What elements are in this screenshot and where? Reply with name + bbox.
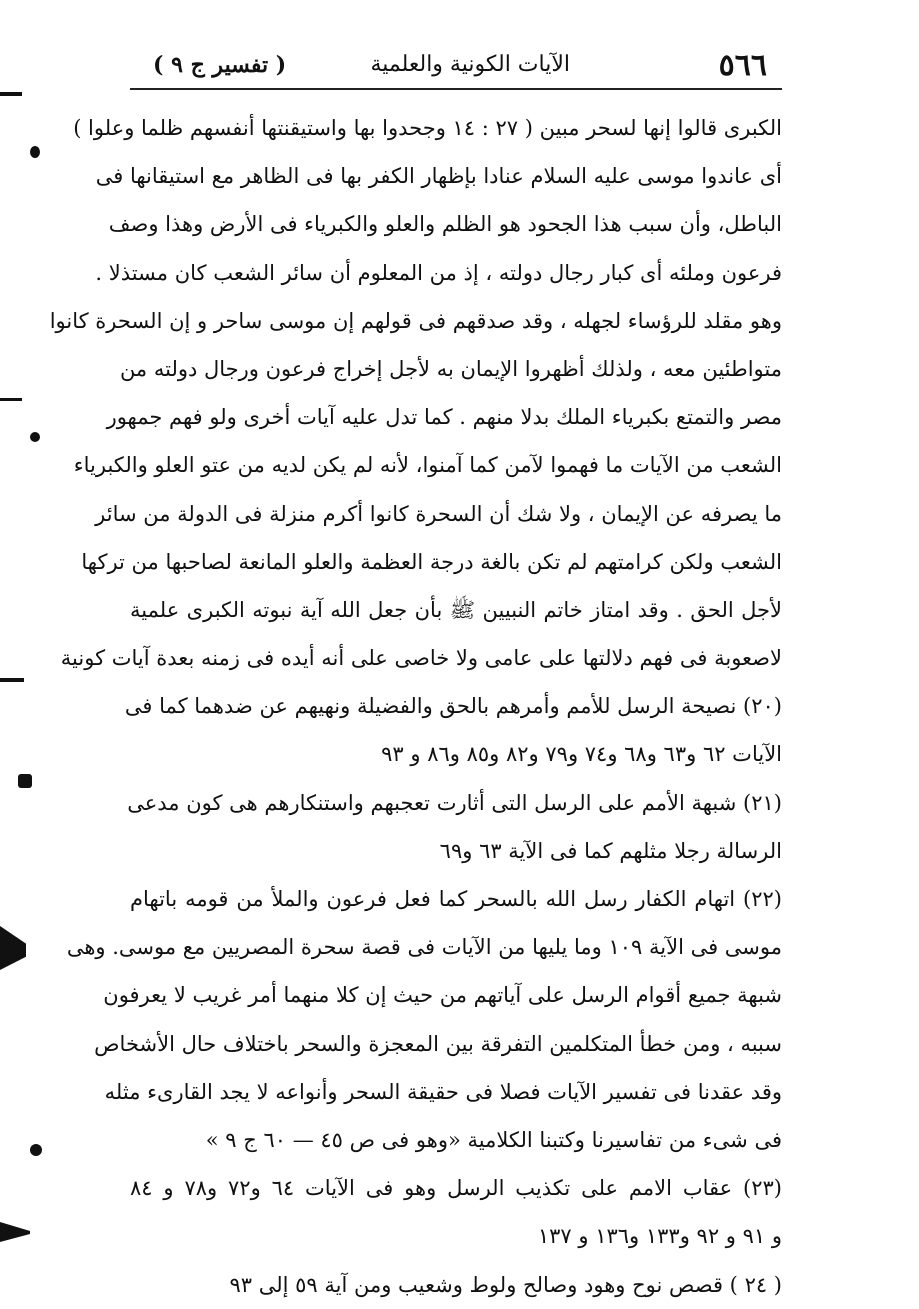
text-line: الباطل، وأن سبب هذا الجحود هو الظلم والعلو والكبرياء فى الأرض وهذا وصف xyxy=(108,212,782,237)
body-text xyxy=(49,104,782,1309)
text-line: لأجل الحق . وقد امتاز خاتم النبيين ﷺ بأن جعل الله آية نبوته الكبرى علمية xyxy=(130,597,782,622)
paragraph-24-line: ( ٢٤ ) قصص نوح وهود وصالح ولوط وشعيب ومن آية ٥٩ إلى ٩٣ xyxy=(229,1272,782,1297)
text-line: الشعب ولكن كرامتهم لم تكن بالغة درجة العظمة والعلو المانعة لصاحبها من تركها xyxy=(81,549,782,574)
text-line: ما يصرفه عن الإيمان ، ولا شك أن السحرة كانوا أكرم منزلة فى الدولة من سائر xyxy=(95,501,782,526)
margin-mark xyxy=(0,1222,30,1242)
section-reference: ( تفسير ج ٩ ) xyxy=(153,52,287,78)
text-line: فى شىء من تفاسيرنا وكتبنا الكلامية «وهو فى ص ٤٥ — ٦٠ ج ٩ » xyxy=(205,1127,782,1152)
text-line: متواطئين معه ، ولذلك أظهروا الإيمان به لأجل إخراج فرعون ورجال دولته من xyxy=(119,356,782,381)
text-line: أى عاندوا موسى عليه السلام عنادا بإظهار الكفر بها فى الظاهر مع استيقانها فى xyxy=(95,164,782,189)
text-line: لاصعوبة فى فهم دلالتها على عامى ولا خاصى على أنه أيده فى زمنه بعدة آيات كونية xyxy=(60,646,782,671)
margin-mark xyxy=(30,1144,42,1156)
running-title: الآيات الكونية والعلمية xyxy=(370,52,570,77)
text-line: وقد عقدنا فى تفسير الآيات فصلا فى حقيقة السحر وأنواعه لا يجد القارىء مثله xyxy=(104,1079,782,1104)
text-line: سببه ، ومن خطأ المتكلمين التفرقة بين المعجزة والسحر باختلاف حال الأشخاص xyxy=(94,1031,782,1056)
margin-mark xyxy=(18,774,32,788)
text-line: موسى فى الآية ١٠٩ وما يليها من الآيات فى قصة سحرة المصريين مع موسى. وهى xyxy=(66,935,782,960)
text-line: شبهة جميع أقوام الرسل على آياتهم من حيث إن كلا منهما أمر غريب لا يعرفون xyxy=(103,983,782,1008)
page-header xyxy=(135,48,775,88)
text-line: و ٩١ و ٩٢ و١٣٣ و١٣٦ و ١٣٧ xyxy=(537,1224,782,1249)
paragraph-20-line: (٢٠) نصيحة الرسل للأمم وأمرهم بالحق والفضيلة ونهيهم عن ضدهما كما فى xyxy=(124,694,782,719)
margin-mark xyxy=(0,398,22,401)
margin-mark xyxy=(0,92,22,96)
text-line: الرسالة رجلا مثلهم كما فى الآية ٦٣ و٦٩ xyxy=(439,838,782,863)
paragraph-21-line: (٢١) شبهة الأمم على الرسل التى أثارت تعجبهم واستنكارهم هى كون مدعى xyxy=(127,790,782,815)
text-line: وهو مقلد للرؤساء لجهله ، وقد صدقهم فى قولهم إن موسى ساحر و إن السحرة كانوا xyxy=(49,308,782,333)
text-line: الشعب من الآيات ما فهموا لآمن كما آمنوا، لأنه لم يكن لديه من عتو العلو والكبرياء xyxy=(73,453,782,478)
text-line: مصر والتمتع بكبرياء الملك بدلا منهم . كما تدل عليه آيات أخرى ولو فهم جمهور xyxy=(106,405,782,430)
margin-mark xyxy=(30,432,40,442)
page-number: ٥٦٦ xyxy=(718,48,767,83)
margin-mark xyxy=(30,146,40,158)
text-line: فرعون وملئه أى كبار رجال دولته ، إذ من المعلوم أن سائر الشعب كان مستذلا . xyxy=(95,260,782,285)
text-line: الآيات ٦٢ و٦٣ و٦٨ و٧٤ و٧٩ و٨٢ و٨٥ و٨٦ و ٩٣ xyxy=(381,742,782,767)
margin-mark xyxy=(0,926,26,970)
paragraph-23-line: (٢٣) عقاب الامم على تكذيب الرسل وهو فى الآيات ٦٤ و٧٢ و٧٨ و ٨٤ xyxy=(130,1176,782,1201)
paragraph-22-line: (٢٢) اتهام الكفار رسل الله بالسحر كما فعل فرعون والملأ من قومه باتهام xyxy=(130,887,782,911)
margin-mark xyxy=(0,678,24,682)
text-line: الكبرى قالوا إنها لسحر مبين ( ٢٧ : ١٤ وجحدوا بها واستيقنتها أنفسهم ظلما وعلوا ) xyxy=(73,116,782,140)
header-rule xyxy=(130,88,782,90)
